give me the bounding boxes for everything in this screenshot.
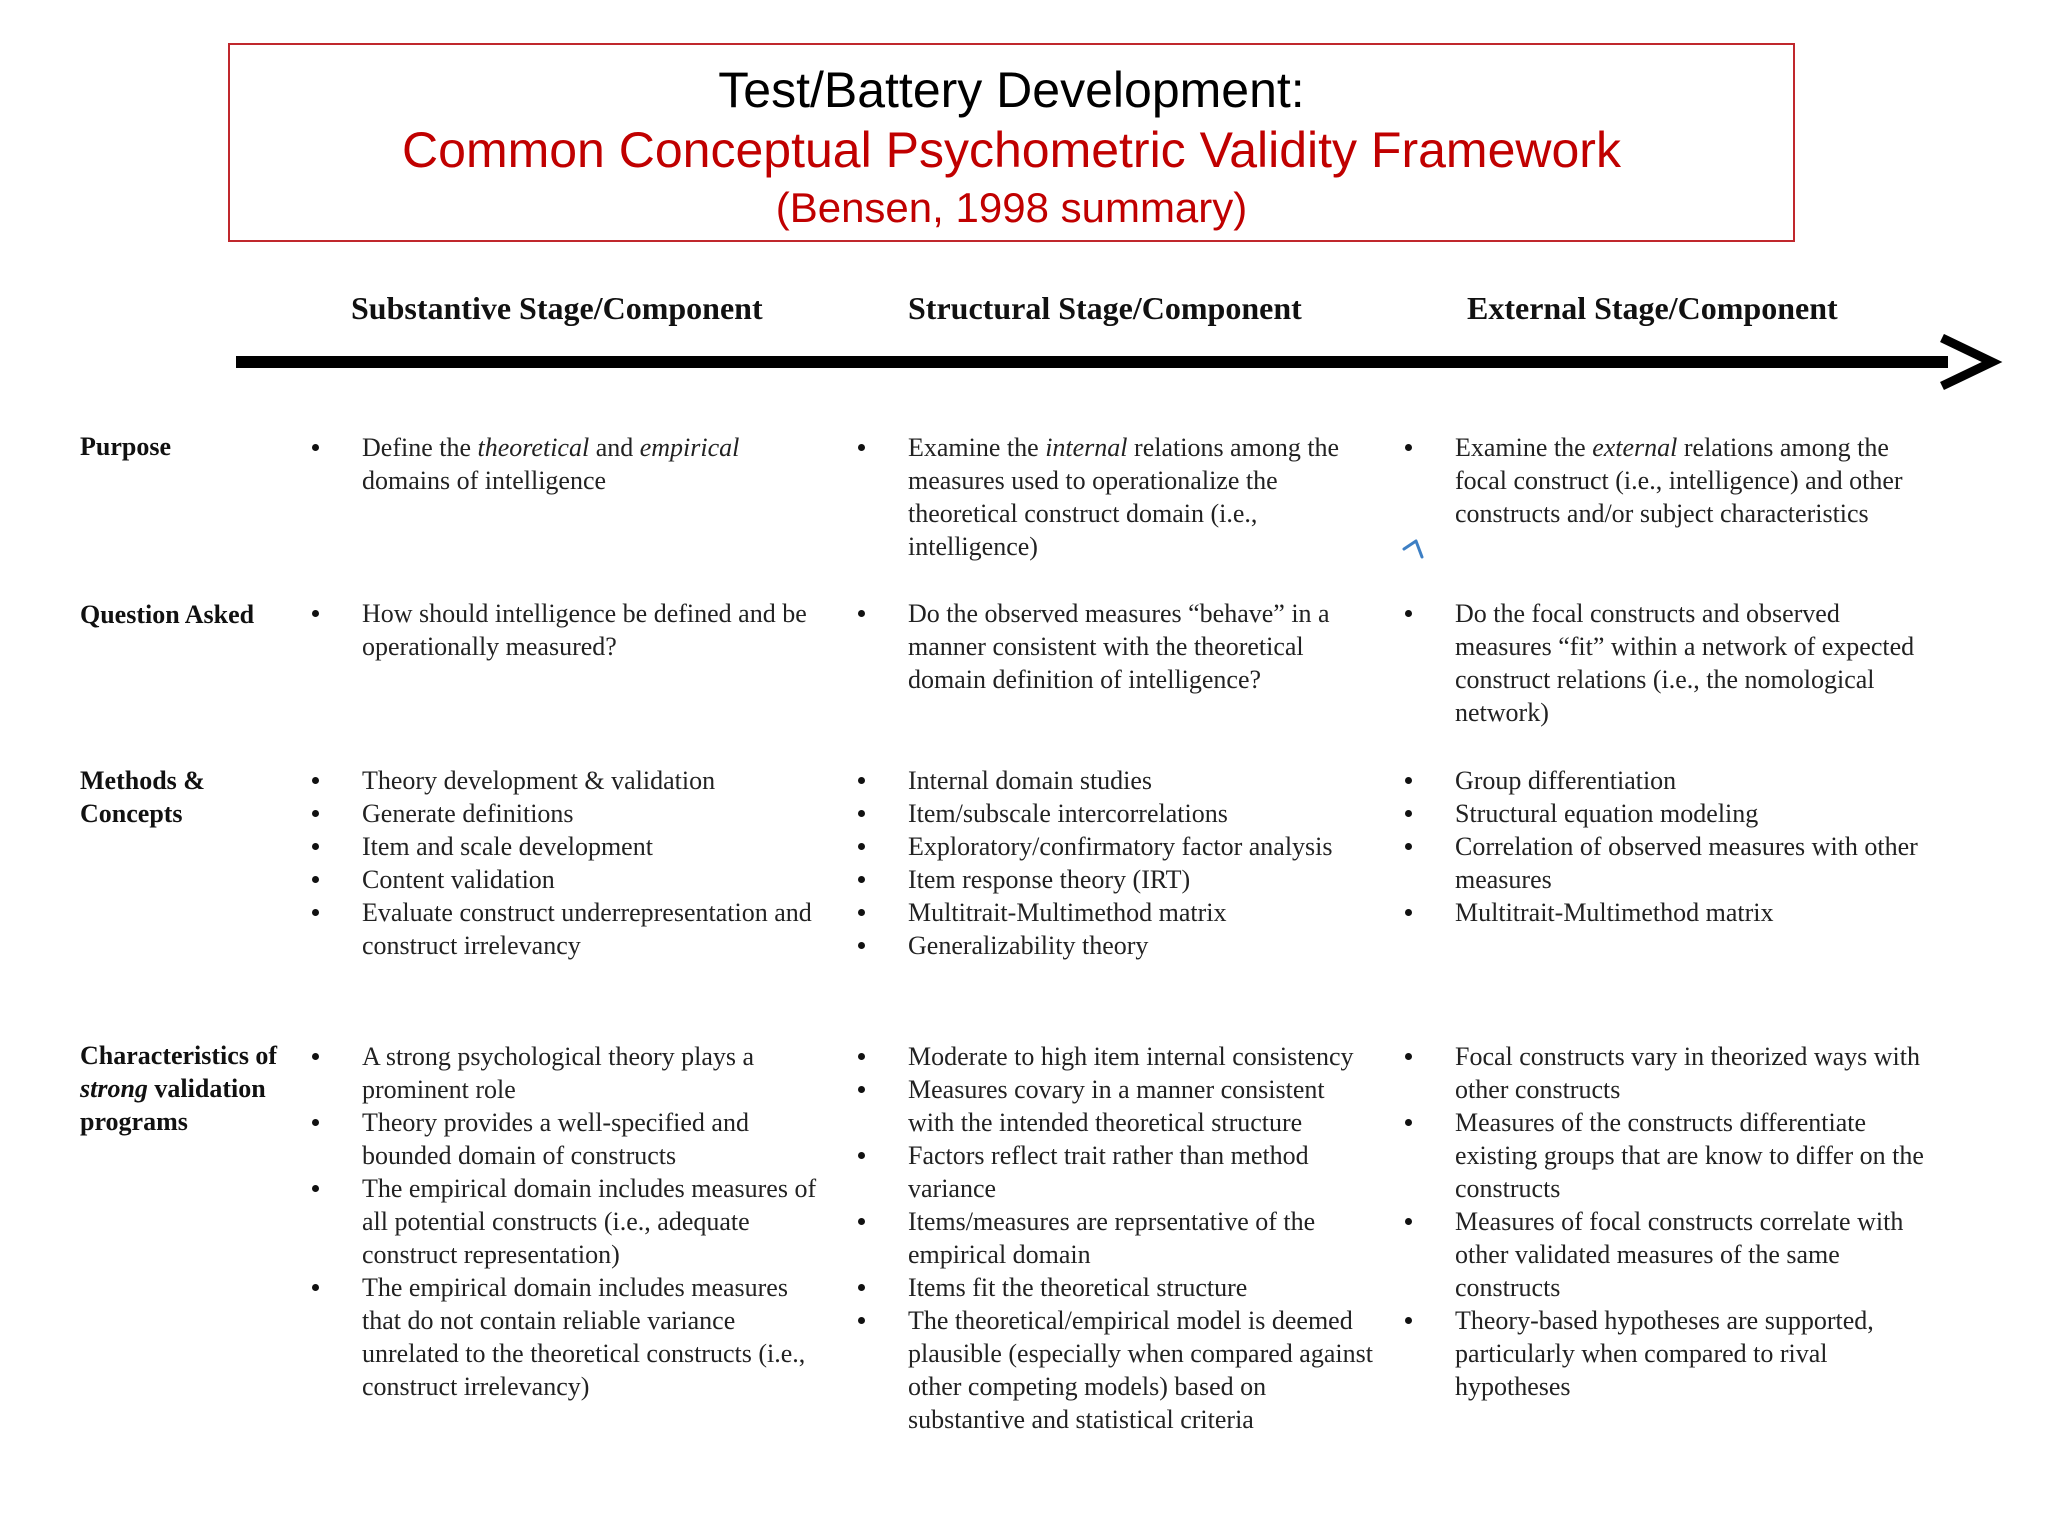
bullet-item: Examine the internal relations among the measures used to operationalize the theoretical construct domain (i.e., intelligence): [856, 431, 1376, 563]
bullet-item: Items fit the theoretical structure: [856, 1271, 1376, 1304]
stage-progression-arrow: [236, 334, 2006, 392]
bullet-item: Multitrait-Multimethod matrix: [1403, 896, 1933, 929]
row-label-methods-concepts: Methods & Concepts: [80, 766, 205, 828]
title-framework: Common Conceptual Psychometric Validity Framework: [402, 122, 1621, 178]
row-label-characteristics: Characteristics of strong validation programs: [80, 1041, 278, 1136]
title-citation: (Bensen, 1998 summary): [775, 184, 1248, 231]
bullet-item: Define the theoretical and empirical domains of intelligence: [310, 431, 830, 497]
bullet-item: Item response theory (IRT): [856, 863, 1376, 896]
title-box: [228, 43, 1795, 242]
row-label-question-asked: Question Asked: [80, 600, 255, 629]
bullet-item: Multitrait-Multimethod matrix: [856, 896, 1376, 929]
bullet-item: Measures of focal constructs correlate with other validated measures of the same constructs: [1403, 1205, 1933, 1304]
characteristics-structural-cell: [856, 1040, 1376, 1436]
characteristics-substantive-cell: [310, 1040, 830, 1403]
bullet-item: Focal constructs vary in theorized ways with other constructs: [1403, 1040, 1933, 1106]
bullet-item: Item and scale development: [310, 830, 830, 863]
bullet-item: Generate definitions: [310, 797, 830, 830]
question-structural-cell: [856, 597, 1376, 696]
bullet-item: Exploratory/confirmatory factor analysis: [856, 830, 1376, 863]
title-main: Test/Battery Development:: [718, 62, 1305, 118]
bullet-item: Measures of the constructs differentiate existing groups that are know to differ on the constructs: [1403, 1106, 1933, 1205]
bullet-item: The empirical domain includes measures of all potential constructs (i.e., adequate construct representation): [310, 1172, 830, 1271]
characteristics-external-cell: [1403, 1040, 1933, 1403]
bullet-item: Group differentiation: [1403, 764, 1933, 797]
methods-structural-cell: [856, 764, 1376, 962]
bullet-item: Structural equation modeling: [1403, 797, 1933, 830]
methods-substantive-cell: [310, 764, 830, 962]
methods-external-cell: [1403, 764, 1933, 929]
bullet-item: Evaluate construct underrepresentation and construct irrelevancy: [310, 896, 830, 962]
bullet-item: Items/measures are reprsentative of the empirical domain: [856, 1205, 1376, 1271]
bullet-item: Measures covary in a manner consistent with the intended theoretical structure: [856, 1073, 1376, 1139]
pen-mark-icon: [1400, 535, 1428, 563]
purpose-substantive-cell: [310, 431, 830, 497]
bullet-item: Do the focal constructs and observed measures “fit” within a network of expected construct relations (i.e., the nomological network): [1403, 597, 1933, 729]
bullet-item: The empirical domain includes measures that do not contain reliable variance unrelated to the theoretical constructs (i.e., construct irrelevancy): [310, 1271, 830, 1403]
question-external-cell: [1403, 597, 1933, 729]
bullet-item: The theoretical/empirical model is deemed plausible (especially when compared against other competing models) based on substantive and statistical criteria: [856, 1304, 1376, 1436]
bullet-item: Item/subscale intercorrelations: [856, 797, 1376, 830]
stage-header-external: External Stage/Component: [1467, 290, 1838, 326]
question-substantive-cell: [310, 597, 830, 663]
bullet-item: Generalizability theory: [856, 929, 1376, 962]
bullet-item: Correlation of observed measures with other measures: [1403, 830, 1933, 896]
stage-header-structural: Structural Stage/Component: [908, 290, 1302, 326]
bullet-item: How should intelligence be defined and be operationally measured?: [310, 597, 830, 663]
row-label-purpose: Purpose: [80, 432, 171, 461]
bullet-item: Factors reflect trait rather than method variance: [856, 1139, 1376, 1205]
stage-header-substantive: Substantive Stage/Component: [351, 290, 763, 326]
bullet-item: Examine the external relations among the focal construct (i.e., intelligence) and other constructs and/or subject characteristics: [1403, 431, 1933, 530]
purpose-external-cell: [1403, 431, 1933, 530]
bullet-item: Moderate to high item internal consistency: [856, 1040, 1376, 1073]
bullet-item: Theory-based hypotheses are supported, particularly when compared to rival hypotheses: [1403, 1304, 1933, 1403]
bullet-item: Do the observed measures “behave” in a manner consistent with the theoretical domain definition of intelligence?: [856, 597, 1376, 696]
bullet-item: Theory development & validation: [310, 764, 830, 797]
bullet-item: Content validation: [310, 863, 830, 896]
bullet-item: Theory provides a well-specified and bounded domain of constructs: [310, 1106, 830, 1172]
purpose-structural-cell: [856, 431, 1376, 563]
bullet-item: Internal domain studies: [856, 764, 1376, 797]
bullet-item: A strong psychological theory plays a prominent role: [310, 1040, 830, 1106]
